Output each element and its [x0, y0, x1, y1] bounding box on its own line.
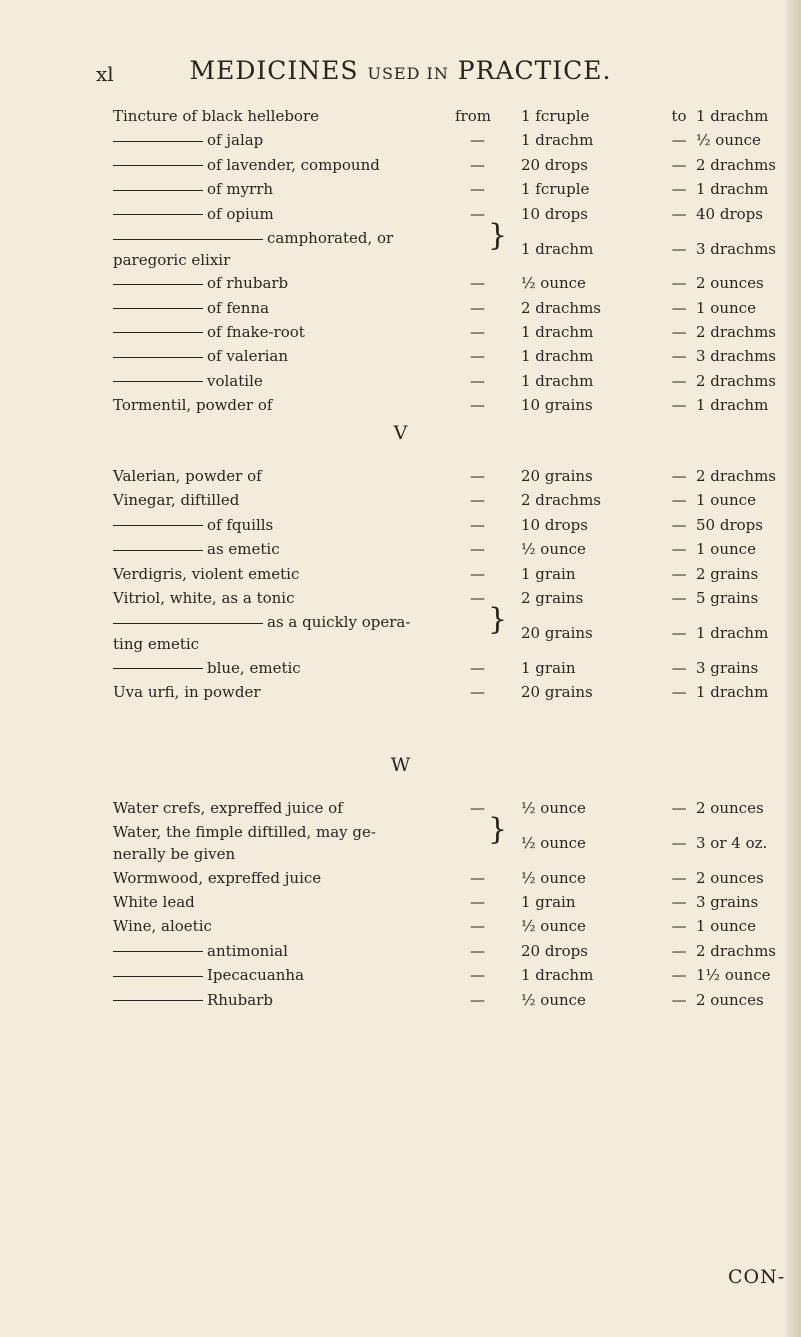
separator-dash: — — [671, 892, 687, 911]
max-dose: 3 grains — [696, 658, 759, 677]
ditto-rule — [113, 332, 203, 333]
medicine-name — [113, 539, 280, 559]
separator-dash: — — [671, 564, 687, 583]
separator-dash: — — [671, 966, 687, 985]
brace-glyph: } — [488, 218, 508, 253]
section-letter: W — [390, 754, 411, 776]
medicine-name — [113, 564, 299, 584]
ditto-rule — [113, 525, 203, 526]
max-dose: 2 ounces — [696, 799, 764, 817]
table-row — [0, 106, 801, 130]
max-dose: 1 ounce — [696, 917, 756, 936]
table-row — [0, 346, 801, 370]
min-dose: 1 drachm — [521, 347, 594, 366]
min-dose: 1 drachm — [521, 371, 594, 390]
min-dose: 1 grain — [521, 892, 576, 911]
min-dose: ½ ounce — [521, 540, 586, 559]
separator-dash: — — [470, 491, 485, 510]
medicine-name-text: Tincture of black hellebore — [113, 107, 320, 125]
medicine-name-text: of fenna — [207, 298, 270, 317]
medicine-name-continuation: nerally be given — [113, 845, 236, 864]
medicine-name-text: of myrrh — [207, 180, 274, 199]
medicine-name-text: of fnake-root — [207, 322, 305, 341]
separator-dash: — — [470, 941, 485, 960]
separator-dash: — — [671, 396, 687, 415]
ditto-rule — [113, 239, 263, 240]
table-row — [0, 965, 801, 989]
separator-dash: — — [470, 274, 485, 293]
separator-dash: — — [671, 240, 687, 258]
medicine-name — [113, 658, 301, 678]
min-dose: 1 drachm — [521, 240, 594, 258]
medicine-name-text: Valerian, powder of — [113, 467, 262, 485]
medicine-name — [113, 892, 195, 912]
medicine-name-text: volatile — [207, 371, 263, 390]
separator-dash: — — [470, 515, 485, 534]
page-header — [0, 56, 801, 86]
separator-dash: — — [671, 491, 687, 510]
ditto-rule — [113, 623, 263, 624]
separator-dash: — — [671, 624, 687, 643]
max-dose: 2 ounces — [696, 868, 764, 887]
max-dose: 1 drachm — [696, 682, 769, 701]
max-dose: 2 drachms — [696, 467, 777, 485]
separator-dash: — — [671, 682, 687, 701]
medicine-name-text: Ipecacuanha — [207, 966, 305, 985]
table-row — [0, 990, 801, 1014]
separator-dash: — — [671, 941, 687, 960]
ditto-rule — [113, 1000, 203, 1001]
min-dose: ½ ounce — [521, 834, 586, 853]
separator-dash: — — [470, 799, 485, 817]
medicine-name-text: Vitriol, white, as a tonic — [113, 589, 295, 607]
max-dose: 2 grains — [696, 564, 759, 583]
min-dose: 2 drachms — [521, 298, 602, 317]
medicine-name — [113, 515, 273, 535]
separator-dash: — — [470, 589, 485, 607]
brace-glyph: } — [488, 812, 508, 848]
ditto-rule — [113, 308, 203, 309]
medicine-name-text: of jalap — [207, 131, 264, 150]
separator-dash: — — [671, 868, 687, 887]
separator-dash: — — [671, 131, 687, 150]
ditto-rule — [113, 190, 203, 191]
separator-dash: — — [470, 180, 485, 199]
medicine-name-text: of fquills — [207, 515, 274, 534]
separator-dash: — — [671, 834, 687, 853]
separator-dash: — — [671, 467, 687, 485]
ditto-rule — [113, 141, 203, 142]
medicine-name-continuation: paregoric elixir — [113, 251, 231, 269]
table-row — [0, 916, 801, 940]
separator-dash: — — [671, 347, 687, 366]
ditto-rule — [113, 668, 203, 669]
max-dose: 1 drachm — [696, 107, 769, 125]
separator-dash: — — [671, 180, 687, 199]
separator-dash: — — [671, 274, 687, 293]
separator-dash: — — [671, 917, 687, 936]
max-dose: 1 drachm — [696, 180, 769, 199]
ditto-rule — [113, 214, 203, 215]
medicine-name-text: of rhubarb — [207, 274, 289, 293]
min-dose: 1 fcruple — [521, 107, 590, 125]
max-dose: 1 ounce — [696, 540, 756, 559]
medicine-name-text: as a quickly opera- — [267, 613, 411, 632]
max-dose: 1½ ounce — [696, 966, 771, 985]
min-dose: 1 drachm — [521, 966, 594, 985]
min-dose: 10 drops — [521, 204, 588, 223]
ditto-rule — [113, 165, 203, 166]
separator-dash: — — [470, 564, 485, 583]
min-dose: 1 grain — [521, 564, 576, 583]
table-row — [0, 812, 801, 864]
separator-dash: — — [470, 917, 485, 936]
separator-dash: — — [671, 990, 687, 1009]
medicine-name — [113, 798, 343, 818]
separator-dash: — — [470, 990, 485, 1009]
table-row — [0, 539, 801, 563]
catchword: CON- — [728, 1266, 786, 1288]
separator-dash: — — [470, 966, 485, 985]
medicine-name-text: Wormwood, expreffed juice — [113, 868, 322, 887]
medicine-name — [113, 682, 261, 702]
table-row — [0, 395, 801, 419]
from-label: from — [455, 107, 491, 125]
separator-dash: — — [671, 371, 687, 390]
medicine-name — [113, 228, 393, 248]
medicine-name-text: Wine, aloetic — [113, 917, 212, 936]
medicine-name — [113, 155, 380, 175]
medicine-name — [113, 273, 288, 293]
medicine-name — [113, 990, 273, 1010]
max-dose: ½ ounce — [696, 131, 761, 150]
table-row — [0, 602, 801, 654]
max-dose: 50 drops — [696, 515, 763, 534]
medicine-name-text: Vinegar, diftilled — [113, 491, 240, 510]
running-head-part3: PRACTICE. — [457, 56, 612, 85]
medicine-name-text: blue, emetic — [207, 658, 301, 677]
max-dose: 1 ounce — [696, 491, 756, 510]
medicine-name-text: Uva urfi, in powder — [113, 682, 261, 701]
medicine-name-text: Rhubarb — [207, 990, 273, 1009]
separator-dash: — — [470, 868, 485, 887]
ditto-rule — [113, 284, 203, 285]
ditto-rule — [113, 976, 203, 977]
running-head — [0, 56, 801, 85]
min-dose: 20 grains — [521, 467, 593, 485]
min-dose: 10 drops — [521, 515, 588, 534]
medicine-name — [113, 322, 305, 342]
min-dose: ½ ounce — [521, 990, 586, 1009]
separator-dash: — — [470, 540, 485, 559]
separator-dash: — — [470, 396, 485, 415]
medicine-name — [113, 822, 376, 842]
min-dose: 1 drachm — [521, 322, 594, 341]
table-row — [0, 322, 801, 346]
running-head-part1: MEDICINES — [189, 56, 359, 85]
table-row — [0, 868, 801, 892]
max-dose: 2 ounces — [696, 274, 764, 293]
medicine-name — [113, 490, 239, 510]
separator-dash: — — [470, 467, 485, 485]
min-dose: 1 drachm — [521, 131, 594, 150]
medicine-name-text: Tormentil, powder of — [113, 396, 273, 415]
min-dose: 20 grains — [521, 624, 593, 643]
separator-dash: — — [470, 322, 485, 341]
table-row — [0, 273, 801, 297]
ditto-rule — [113, 951, 203, 952]
ditto-rule — [113, 550, 203, 551]
max-dose: 2 drachms — [696, 371, 777, 390]
min-dose: 1 fcruple — [521, 180, 590, 199]
medicine-name-text: Water crefs, expreffed juice of — [113, 799, 343, 817]
medicine-name — [113, 130, 263, 150]
min-dose: 2 drachms — [521, 491, 602, 510]
medicine-name-text: antimonial — [207, 941, 288, 960]
min-dose: 20 grains — [521, 682, 593, 701]
separator-dash: — — [671, 589, 687, 607]
medicine-name — [113, 941, 288, 961]
table-row — [0, 218, 801, 269]
separator-dash: — — [470, 347, 485, 366]
separator-dash: — — [470, 131, 485, 150]
medicine-name-text: of lavender, compound — [207, 155, 380, 174]
separator-dash: — — [671, 540, 687, 559]
medicine-name-continuation: ting emetic — [113, 635, 200, 654]
min-dose: 1 grain — [521, 658, 576, 677]
table-row — [0, 941, 801, 965]
max-dose: 3 drachms — [696, 240, 777, 258]
medicine-name — [113, 371, 263, 391]
to-label: to — [671, 107, 687, 125]
table-row — [0, 658, 801, 682]
medicine-name-text: of valerian — [207, 347, 289, 366]
table-row — [0, 588, 801, 612]
separator-dash: — — [671, 204, 687, 223]
max-dose: 40 drops — [696, 204, 763, 223]
max-dose: 1 drachm — [696, 396, 769, 415]
min-dose: ½ ounce — [521, 917, 586, 936]
max-dose: 3 or 4 oz. — [696, 834, 768, 853]
table-row — [0, 371, 801, 395]
separator-dash: — — [671, 658, 687, 677]
max-dose: 2 drachms — [696, 155, 777, 174]
medicine-name — [113, 916, 212, 936]
medicine-name — [113, 298, 269, 318]
table-row — [0, 564, 801, 588]
separator-dash: — — [671, 155, 687, 174]
medicine-name-text: as emetic — [207, 540, 280, 559]
separator-dash: — — [470, 204, 485, 223]
max-dose: 3 grains — [696, 892, 759, 911]
max-dose: 5 grains — [696, 589, 759, 607]
medicine-name — [113, 204, 274, 224]
separator-dash: — — [470, 658, 485, 677]
min-dose: 20 drops — [521, 941, 588, 960]
separator-dash: — — [470, 371, 485, 390]
table-row — [0, 179, 801, 203]
medicine-name-text: Verdigris, violent emetic — [113, 564, 300, 583]
page-number: xl — [96, 62, 114, 86]
brace-glyph: } — [488, 602, 508, 638]
max-dose: 1 ounce — [696, 298, 756, 317]
medicine-name-text: Water, the fimple diftilled, may ge- — [113, 823, 376, 842]
medicine-name — [113, 868, 321, 888]
min-dose: ½ ounce — [521, 799, 586, 817]
medicine-name — [113, 395, 272, 415]
medicine-name — [113, 466, 262, 486]
medicine-name — [113, 179, 273, 199]
table-row — [0, 130, 801, 154]
separator-dash: — — [671, 515, 687, 534]
min-dose: 10 grains — [521, 396, 593, 415]
ditto-rule — [113, 381, 203, 382]
min-dose: ½ ounce — [521, 274, 586, 293]
medicine-name — [113, 965, 304, 985]
max-dose: 3 drachms — [696, 347, 777, 366]
max-dose: 1 drachm — [696, 624, 769, 643]
medicine-name — [113, 346, 288, 366]
separator-dash: — — [470, 892, 485, 911]
table-row — [0, 490, 801, 514]
separator-dash: — — [671, 322, 687, 341]
table-row — [0, 466, 801, 490]
min-dose: 2 grains — [521, 589, 584, 607]
separator-dash: — — [671, 799, 687, 817]
min-dose: ½ ounce — [521, 868, 586, 887]
table-row — [0, 204, 801, 228]
separator-dash: — — [470, 298, 485, 317]
min-dose: 20 drops — [521, 155, 588, 174]
max-dose: 2 ounces — [696, 990, 764, 1009]
ditto-rule — [113, 357, 203, 358]
medicine-name-text: camphorated, or — [267, 229, 394, 247]
separator-dash: — — [671, 298, 687, 317]
separator-dash: — — [470, 682, 485, 701]
separator-dash: — — [470, 155, 485, 174]
table-row — [0, 298, 801, 322]
table-row — [0, 798, 801, 822]
max-dose: 2 drachms — [696, 322, 777, 341]
table-row — [0, 155, 801, 179]
medicine-name-text: of opium — [207, 204, 274, 223]
running-head-part2: USED IN — [367, 64, 449, 83]
table-row — [0, 892, 801, 916]
medicine-name — [113, 106, 319, 126]
max-dose: 2 drachms — [696, 941, 777, 960]
section-letter: V — [393, 422, 408, 444]
medicine-name — [113, 588, 295, 608]
table-row — [0, 515, 801, 539]
table-row — [0, 682, 801, 706]
medicine-name-text: White lead — [113, 892, 195, 911]
medicine-name — [113, 612, 410, 632]
